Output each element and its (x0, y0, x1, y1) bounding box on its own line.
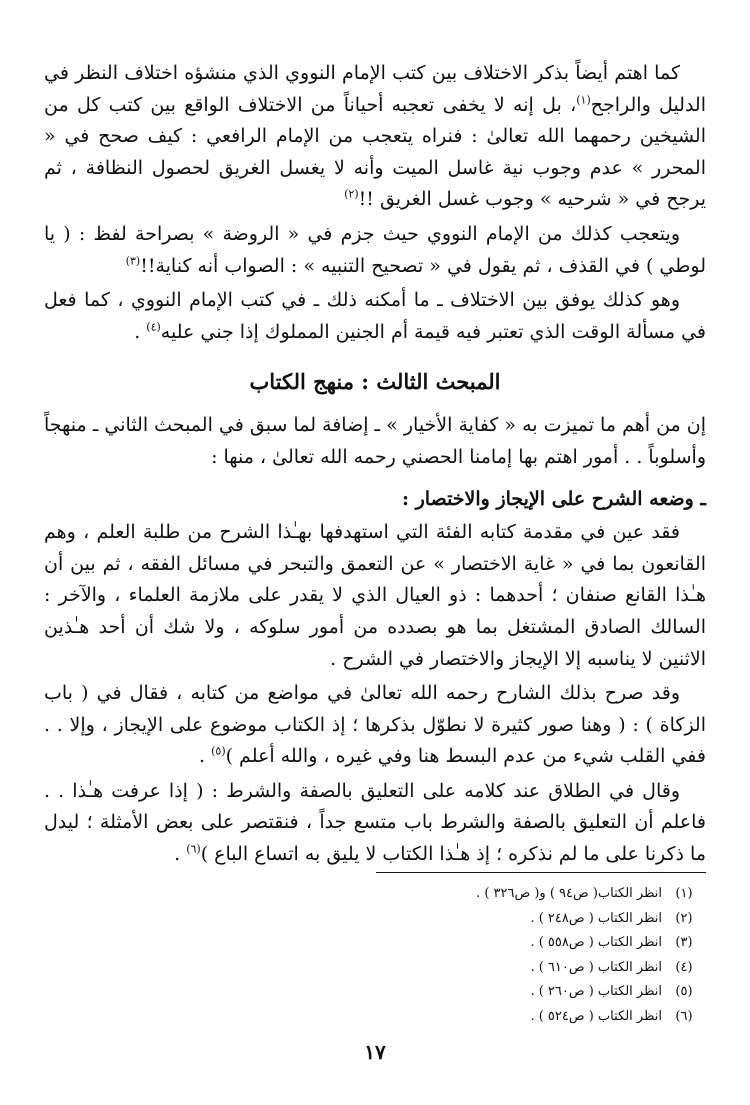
body-paragraph-3 (44, 776, 706, 871)
subheading: ـ وضعه الشرح على الإيجاز والاختصار : (402, 487, 706, 510)
paragraph-2 (44, 219, 706, 282)
footnote-ref-4[interactable]: (٤) (146, 320, 161, 334)
footnote-text: انظر الكتاب( ص٩٤ ) و( ص٣٢٦ ) . (476, 886, 662, 901)
body-paragraph-2-text: وقد صرح بذلك الشارح رحمه الله تعالىٰ في مواضع من كتابه ، فقال في ( باب الزكاة ) : ( وهنا صور كثيرة لا نطوّل بذكرها ؛ إذ الكتاب موضوع على الإيجاز ، وإلا . . ففي القلب شيء من عدم البسط هنا وفي غيره ، والله أعلم ) (44, 682, 706, 768)
footnotes-list (44, 882, 706, 1029)
footnote-number: (٦) (675, 1008, 693, 1024)
paragraph-1-text: كما اهتم أيضاً بذكر الاختلاف بين كتب الإمام النووي الذي منشؤه اختلاف النظر في الدليل والراجح (44, 62, 707, 116)
footnote-ref-6[interactable]: (٦) (186, 842, 201, 856)
footnote-text: انظر الكتاب ( ص٥٥٨ ) . (530, 935, 662, 950)
footnote-item (44, 882, 706, 907)
footnote-item (44, 980, 706, 1005)
page-number: ١٧ (364, 1040, 386, 1064)
body-paragraph-1 (44, 517, 706, 675)
footnote-ref-3[interactable]: (٣) (125, 254, 141, 268)
footnote-number: (١) (675, 886, 693, 901)
footnote-text: انظر الكتاب ( ص٥٢٤ ) . (530, 1008, 662, 1024)
footnote-ref-2[interactable]: (٢) (344, 188, 359, 202)
footnote-number: (٤) (675, 959, 693, 975)
footnote-ref-1[interactable]: (١) (576, 93, 591, 107)
footnote-text: انظر الكتاب ( ص٦١٠ ) . (530, 959, 662, 975)
footnote-number: (٥) (675, 984, 693, 999)
footnote-item (44, 907, 706, 932)
body-paragraph-3-tail: . (174, 843, 187, 866)
paragraph-1 (44, 58, 706, 216)
footnote-text: انظر الكتاب ( ص٢٦٠ ) . (530, 984, 662, 999)
body-paragraph-1-text: فقد عين في مقدمة كتابه الفئة التي استهدفها بهـٰذا الشرح من طلبة العلم ، وهم القانعون بما في « غاية الاختصار » عن التعمق والتبحر في مسائل الفقه ، ثم بين أن هـٰذا القانع صنفان ؛ أحدهما : ذو العيال الذي لا يقدر على ملازمة العلماء ، والآخر : السالك الصادق المشتغل بما هو بصدده من أمور سلوكه ، ولا شك أن أحد هـٰذين الاثنين لا يناسبه إلا الإيجاز والاختصار في الشرح . (44, 521, 706, 670)
footnote-text: انظر الكتاب ( ص٢٤٨ ) . (530, 910, 662, 926)
footnote-item (44, 931, 706, 956)
body-paragraph-2-tail: . (199, 745, 212, 768)
body-paragraph-3-text: وقال في الطلاق عند كلامه على التعليق بالصفة والشرط : ( إذا عرفت هـٰذا . . فاعلم أن التعليق بالصفة والشرط باب متسع جداً ، فنقتصر على بعض الأمثلة ؛ ليدل ما ذكرنا على ما لم نذكره ؛ إذ هـٰذا الكتاب لا يليق به اتساع الباع ) (44, 779, 706, 866)
body-paragraph-2 (44, 678, 706, 773)
section-heading: المبحث الثالث : منهج الكتاب (249, 369, 501, 395)
footnote-number: (٢) (675, 910, 693, 926)
paragraph-3 (44, 285, 706, 348)
footnote-item (44, 956, 706, 981)
paragraph-2-text: ويتعجب كذلك من الإمام النووي حيث جزم في « الروضة » بصراحة لفظ : ( يا لوطي ) في القذف ، ثم يقول في « تصحيح التنبيه » : الصواب أنه كناية!! (44, 222, 706, 277)
footnote-divider (376, 872, 706, 873)
intro-paragraph: إن من أهم ما تميزت به « كفاية الأخيار » ـ إضافة لما سبق في المبحث الثاني ـ منهجاً وأسلوباً . . أمور اهتم بها إمامنا الحصني رحمه الله تعالىٰ ، منها : (44, 414, 706, 468)
footnote-ref-5[interactable]: (٥) (211, 744, 226, 758)
paragraph-3-text: وهو كذلك يوفق بين الاختلاف ـ ما أمكنه ذلك ـ في كتب الإمام النووي ، كما فعل في مسألة الوقت الذي تعتبر فيه قيمة أم الجنين المملوك إذا جني عليه (44, 289, 706, 343)
paragraph-1-text-cont: ، بل إنه لا يخفى تعجبه أحياناً من الاختلاف الواقع بين كتب كل من الشيخين رحمهما الله تعالىٰ : فنراه يتعجب من الإمام الرافعي : كيف صحح في « المحرر » عدم وجوب نية غاسل الميت وأنه لا يغسل الغريق لحصول النظافة ، ثم يرجح في « شرحيه » وجوب غسل الغريق !! (44, 93, 706, 211)
footnote-number: (٣) (675, 935, 693, 950)
paragraph-3-tail: . (134, 320, 147, 343)
footnote-item (44, 1005, 706, 1030)
